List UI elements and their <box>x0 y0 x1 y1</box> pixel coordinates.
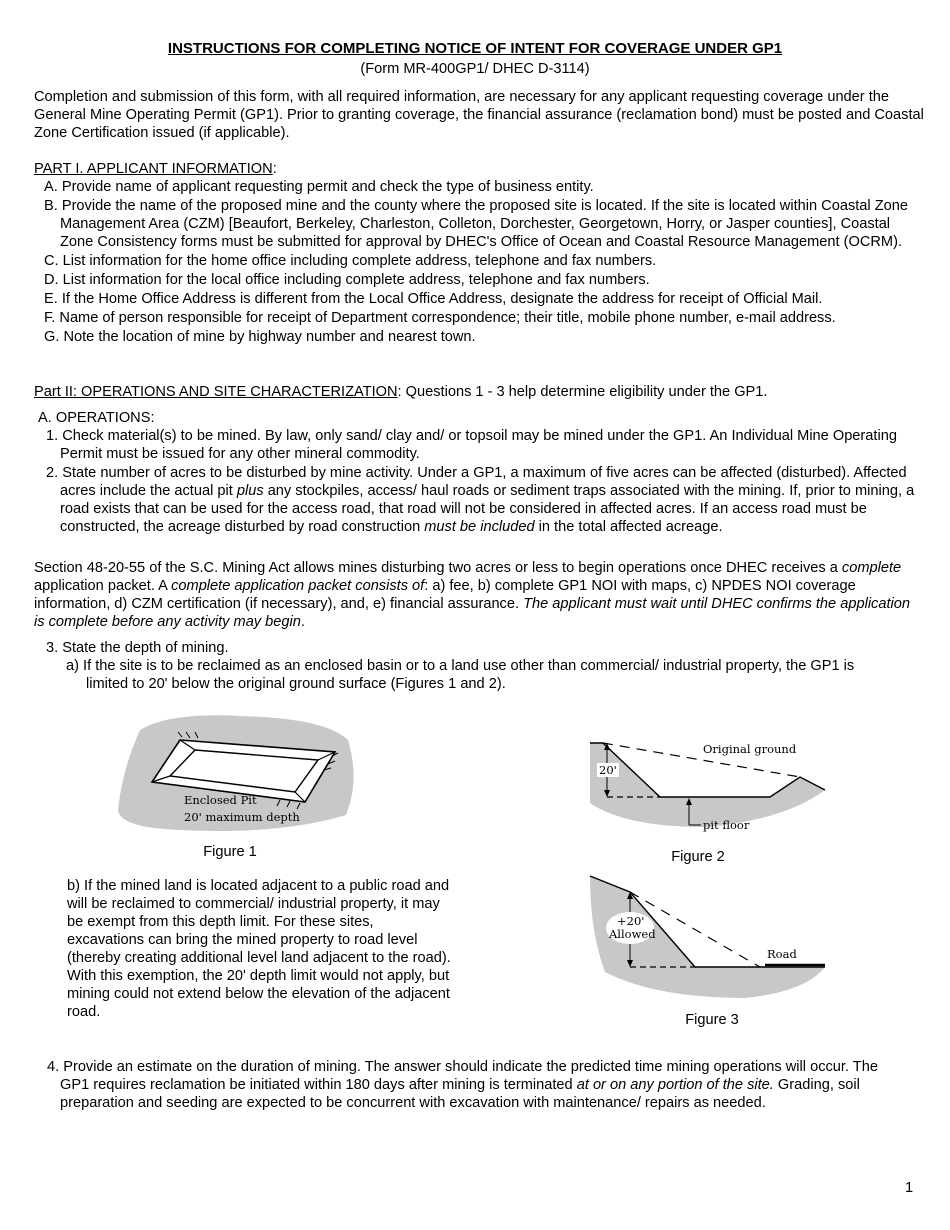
part1-list <box>34 178 924 346</box>
fig2-label-floor: pit floor <box>703 818 750 832</box>
operations-list <box>36 427 916 536</box>
intro-paragraph: Completion and submission of this form, with all required information, are necessary for any applicant requesting coverage under the General Mine Operating Permit (GP1). Prior to granting coverage, the financial assurance (reclamation bond) must be posted and Coastal Zone Certification issued (if applicable). <box>34 89 924 141</box>
part1-item: A. Provide name of applicant requesting permit and check the type of business entity. <box>44 179 594 195</box>
part1-item: F. Name of person responsible for receipt of Department correspondence; their title, mobile phone number, e-mail address. <box>44 310 836 326</box>
item-2: 2. State number of acres to be disturbed by mine activity. Under a GP1, a maximum of five acres can be affected (disturbed). Affected acres include the actual pit plus any stockpiles, access/ haul roads or sediment traps associated with the mining. If, prior to mining, a road exists that can be used for the access road, that road will not be considered in affected acres. If an access road must be constructed, the acreage disturbed by road construction must be included in the total affected acreage. <box>46 465 915 535</box>
fig2-label-ground: Original ground <box>703 742 797 756</box>
part1-item: D. List information for the local office including complete address, telephone and fax numbers. <box>44 272 650 288</box>
part1-heading: PART I. APPLICANT INFORMATION <box>34 161 273 177</box>
form-number: (Form MR-400GP1/ DHEC D-3114) <box>360 61 590 77</box>
fig1-label-depth: 20' maximum depth <box>184 810 300 824</box>
page-number: 1 <box>905 1180 914 1196</box>
figure-3-caption: Figure 3 <box>685 1012 739 1028</box>
fig3-label-road: Road <box>767 947 797 961</box>
document-title: INSTRUCTIONS FOR COMPLETING NOTICE OF INTENT FOR COVERAGE UNDER GP1 <box>167 40 783 57</box>
figure-2-caption: Figure 2 <box>671 849 725 865</box>
operations-label: A. OPERATIONS: <box>38 410 155 426</box>
part2-heading: Part II: OPERATIONS AND SITE CHARACTERIZATION <box>34 384 398 400</box>
part2-heading-line: Part II: OPERATIONS AND SITE CHARACTERIZATION: Questions 1 - 3 help determine eligibility under the GP1. <box>34 384 768 400</box>
figure-1-enclosed-pit <box>110 710 360 835</box>
item-3a: a) If the site is to be reclaimed as an enclosed basin or to a land use other than commercial/ industrial property, the GP1 is limited to 20' below the original ground surface (Figures 1 and 2). <box>66 658 855 692</box>
part1-item: G. Note the location of mine by highway number and nearest town. <box>44 329 476 345</box>
figure-2-depth-diagram <box>585 735 830 835</box>
figure-3-road-diagram <box>585 872 830 1000</box>
fig2-label-depth: 20' <box>599 763 617 777</box>
fig3-label-allowed: Allowed <box>609 927 656 941</box>
item-1: 1. Check material(s) to be mined. By law, only sand/ clay and/ or topsoil may be mined under the GP1. An Individual Mine Operating Permit must be issued for any other mineral commodity. <box>46 428 897 462</box>
item-3b: b) If the mined land is located adjacent to a public road and will be reclaimed to commercial/ industrial property, it may be exempt from this depth limit. For these sites, excavations can bring the mined property to road level (thereby creating additional level land adjacent to the road). With this exemption, the 20' depth limit would not apply, but mining could not extend below the elevation of the adjacent road. <box>67 878 451 1020</box>
fig1-label-pit: Enclosed Pit <box>184 793 257 807</box>
part1-section: PART I. APPLICANT INFORMATION: A. Provide name of applicant requesting permit and check the type of business entity. B. Provide the name of the proposed mine and the county where the proposed site is located. If the site is located within Coastal Zone Management Area (CZM) [Beaufort, Berkeley, Charleston, Colleton, Dorchester, Georgetown, Horry, or Jasper counties], Coastal Zone Consistency forms must be submitted for approval by DHEC's Office of Ocean and Coastal Resource Management (OCRM). C. List information for the home office including complete address, telephone and fax numbers. D. List information for the local office including complete address, telephone and fax numbers. E. If the Home Office Address is different from the Local Office Address, designate the address for receipt of Official Mail. F. Name of person responsible for receipt of Department correspondence; their title, mobile phone number, e-mail address. G. Note the location of mine by highway number and nearest town. <box>34 160 924 347</box>
part1-item: E. If the Home Office Address is different from the Local Office Address, designate the address for receipt of Official Mail. <box>44 291 823 307</box>
fig3-label-plus20: +20' <box>617 914 645 928</box>
figure-1-caption: Figure 1 <box>203 844 257 860</box>
item-3: 3. State the depth of mining. <box>46 640 229 656</box>
part1-item: B. Provide the name of the proposed mine and the county where the proposed site is located. If the site is located within Coastal Zone Management Area (CZM) [Beaufort, Berkeley, Charleston, Colleton, Dorchester, Georgetown, Horry, or Jasper counties], Coastal Zone Consistency forms must be submitted for approval by DHEC's Office of Ocean and Coastal Resource Management (OCRM). <box>44 198 908 250</box>
part1-item: C. List information for the home office including complete address, telephone and fax numbers. <box>44 253 657 269</box>
item-4: 4. Provide an estimate on the duration of mining. The answer should indicate the predicted time mining operations will occur. The GP1 requires reclamation be initiated within 180 days after mining is terminated at or on any portion of the site. Grading, soil preparation and seeding are expected to be concurrent with excavation with maintenance/ repairs as needed. <box>47 1059 878 1111</box>
section-48-paragraph: Section 48-20-55 of the S.C. Mining Act allows mines disturbing two acres or less to begin operations once DHEC receives a complete application packet. A complete application packet consists of: a) fee, b) complete GP1 NOI with maps, c) NPDES NOI coverage information, d) CZM certification (if necessary), and, e) financial assurance. The applicant must wait until DHEC confirms the application is complete before any activity may begin. <box>34 560 910 630</box>
